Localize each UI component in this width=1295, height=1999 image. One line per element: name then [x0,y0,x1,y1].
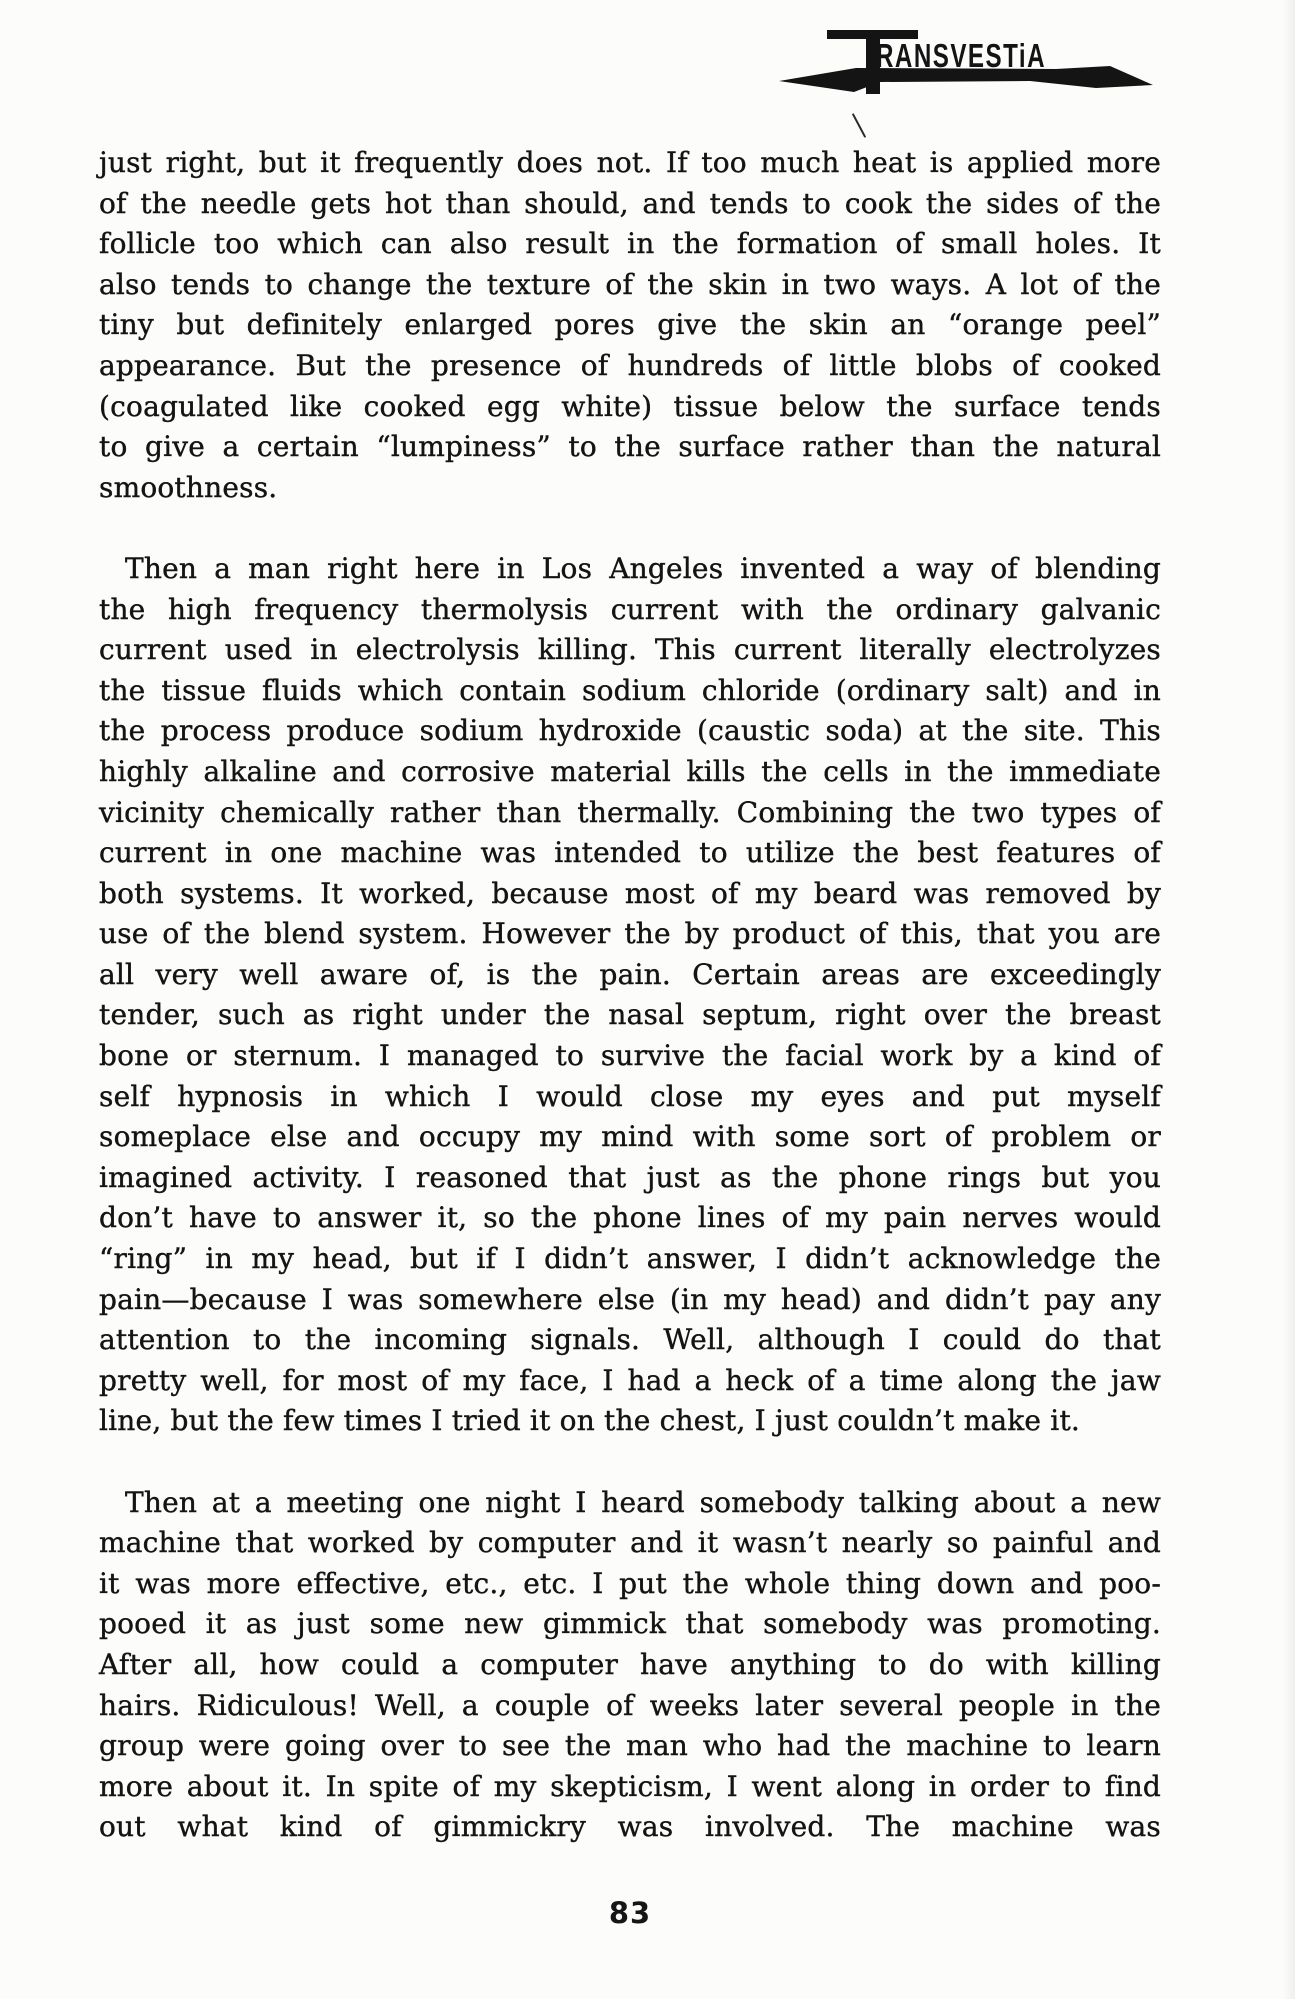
text-line: more about it. In spite of my skepticism, I went along in order to find [99,1769,1161,1803]
text-line: pain—because I was somewhere else (in my head) and didn’t pay any [99,1282,1161,1316]
text-line: smoothness. [99,470,278,504]
paragraph [99,143,1161,508]
text-line: vicinity chemically rather than thermally. Combining the two types of [99,795,1161,829]
text-line: current used in electrolysis killing. This current literally electrolyzes [99,633,1161,667]
text-line: also tends to change the texture of the skin in two ways. A lot of the [99,267,1161,301]
paragraph [99,549,1161,1442]
text-line: tiny but definitely enlarged pores give the skin an “orange peel” [99,308,1161,342]
text-line: just right, but it frequently does not. If too much heat is applied more [99,146,1161,179]
text-line: follicle too which can also result in the formation of small holes. It [99,227,1161,261]
text-line: out what kind of gimmickry was involved. The machine was [99,1810,1161,1844]
scan-edge-shadow [1283,0,1295,1999]
transvestia-logo [0,0,1295,150]
paragraph [99,1483,1161,1848]
page-number: 83 [608,1896,652,1930]
text-line: self hypnosis in which I would close my eyes and put myself [99,1079,1161,1113]
text-line: attention to the incoming signals. Well, although I could do that [99,1323,1161,1357]
text-line: the tissue fluids which contain sodium chloride (ordinary salt) and in [99,673,1161,707]
text-line: imagined activity. I reasoned that just as the phone rings but you [99,1160,1161,1194]
text-line: After all, how could a computer have anything to do with killing [99,1647,1161,1681]
text-line: line, but the few times I tried it on the chest, I just couldn’t make it. [99,1404,1081,1438]
text-line: (coagulated like cooked egg white) tissue below the surface tends [99,389,1161,423]
text-line: both systems. It worked, because most of my beard was removed by [99,876,1161,910]
text-line: Then at a meeting one night I heard somebody talking about a new [125,1485,1161,1519]
text-line: someplace else and occupy my mind with some sort of problem or [99,1120,1161,1154]
text-line: to give a certain “lumpiness” to the surface rather than the natural [99,430,1161,464]
text-line: group were going over to see the man who had the machine to learn [99,1729,1161,1763]
text-line: don’t have to answer it, so the phone lines of my pain nerves would [99,1201,1161,1235]
text-line: Then a man right here in Los Angeles invented a way of blending [125,551,1161,585]
text-line: pooed it as just some new gimmick that somebody was promoting. [99,1607,1161,1641]
text-line: highly alkaline and corrosive material kills the cells in the immediate [99,754,1161,788]
text-line: hairs. Ridiculous! Well, a couple of weeks later several people in the [99,1688,1161,1722]
text-line: bone or sternum. I managed to survive the facial work by a kind of [99,1039,1161,1073]
text-line: machine that worked by computer and it wasn’t nearly so painful and [99,1526,1161,1560]
text-line: of the needle gets hot than should, and tends to cook the sides of the [99,186,1161,220]
text-line: tender, such as right under the nasal septum, right over the breast [99,998,1161,1032]
article-text [99,143,1161,1848]
text-line: “ring” in my head, but if I didn’t answer, I didn’t acknowledge the [99,1242,1161,1276]
text-line: it was more effective, etc., etc. I put the whole thing down and poo- [99,1566,1161,1600]
text-line: the process produce sodium hydroxide (caustic soda) at the site. This [99,714,1161,748]
text-line: current in one machine was intended to utilize the best features of [99,836,1161,870]
text-line: all very well aware of, is the pain. Certain areas are exceedingly [99,957,1161,991]
text-line: the high frequency thermolysis current with the ordinary galvanic [99,592,1161,626]
text-line: pretty well, for most of my face, I had a heck of a time along the jaw [99,1363,1161,1397]
text-line: use of the blend system. However the by product of this, that you are [99,917,1161,951]
masthead-letters: RANSVESTiA [876,37,1046,74]
text-line: appearance. But the presence of hundreds of little blobs of cooked [99,348,1161,382]
